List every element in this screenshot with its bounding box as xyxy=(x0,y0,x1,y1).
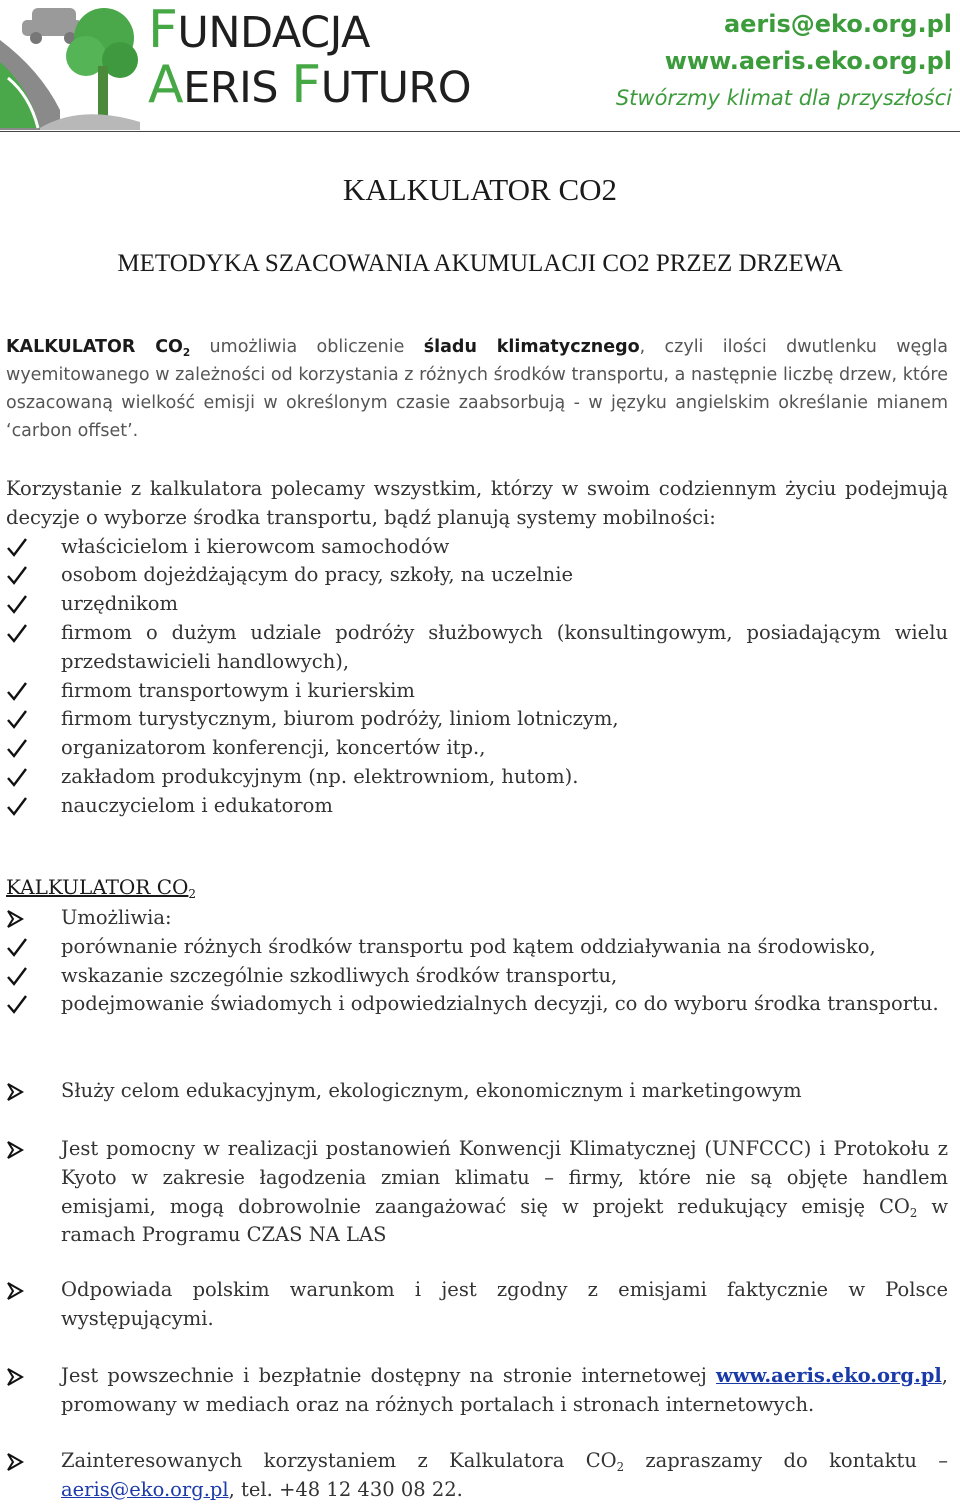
list-item: wskazanie szczególnie szkodliwych środków transportu, xyxy=(6,962,948,991)
header-website[interactable]: www.aeris.eko.org.pl xyxy=(664,47,952,75)
checkmark-icon xyxy=(6,622,28,644)
checkmark-icon xyxy=(6,766,28,788)
checkmark-icon xyxy=(6,564,28,586)
list-item: organizatorom konferencji, koncertów itp., xyxy=(6,734,948,763)
polish-conditions-item: Odpowiada polskim warunkom i jest zgodny z emisjami faktycznie w Polsce występującymi. xyxy=(6,1276,948,1334)
serves-item: Służy celom edukacyjnym, ekologicznym, ekonomicznym i marketingowym xyxy=(6,1077,948,1106)
audience-list xyxy=(6,533,948,821)
logo-line-1: FUNDACJA xyxy=(148,0,370,60)
list-item: właścicielom i kierowcom samochodów xyxy=(6,533,948,562)
list-item: osobom dojeżdżającym do pracy, szkoły, na uczelnie xyxy=(6,561,948,590)
header-divider xyxy=(0,131,960,132)
arrow-bullet-icon xyxy=(6,909,24,929)
arrow-bullet-icon xyxy=(6,1281,24,1301)
arrow-bullet-icon xyxy=(6,1452,24,1472)
checkmark-icon xyxy=(6,936,28,958)
page-title: KALKULATOR CO2 xyxy=(342,172,618,207)
foundation-name xyxy=(148,0,472,115)
list-item: nauczycielom i edukatorom xyxy=(6,792,948,821)
enables-block xyxy=(6,904,948,1019)
intro-paragraph: KALKULATOR $CO_2$ umożliwia obliczenie śladu klimatycznego, czyli ilości dwutlenku węgla wyemitowanego w zależności od korzystania z różnych środków transportu, a następnie liczbę drzew, które oszacowaną wielkość emisji w określonym czasie zaabsorbują - w języku angielskim określanie mianem ‘carbon offset’. xyxy=(6,337,948,441)
list-item: firmom turystycznym, biurom podróży, liniom lotniczym, xyxy=(6,705,948,734)
tree-car-logo-icon xyxy=(0,0,140,130)
usage-section xyxy=(6,475,948,821)
arrow-bullet-icon xyxy=(6,1140,24,1160)
checkmark-icon xyxy=(6,795,28,817)
list-item: firmom o dużym udziale podróży służbowych (konsultingowym, posiadającym wielu przedstawicieli handlowych), xyxy=(6,619,948,677)
checkmark-icon xyxy=(6,536,28,558)
list-item: zakładom produkcyjnym (np. elektrowniom, hutom). xyxy=(6,763,948,792)
intro-bold-term: śladu klimatycznego xyxy=(423,337,640,357)
header-contact xyxy=(616,6,952,116)
arrow-bullet-icon xyxy=(6,1082,24,1102)
list-item: porównanie różnych środków transportu pod kątem oddziaływania na środowisko, xyxy=(6,933,948,962)
header-email[interactable]: aeris@eko.org.pl xyxy=(723,10,952,38)
intro-lead: KALKULATOR $CO_2$ xyxy=(6,337,191,359)
logo-line-2: AERIS FUTURO xyxy=(148,55,472,115)
checkmark-icon xyxy=(6,680,28,702)
header-motto: Stwórzmy klimat dla przyszłości xyxy=(615,86,952,110)
email-link[interactable]: aeris@eko.org.pl xyxy=(61,1477,229,1501)
checkmark-icon xyxy=(6,993,28,1015)
checkmark-icon xyxy=(6,593,28,615)
list-item: urzędnikom xyxy=(6,590,948,619)
enables-list xyxy=(6,933,948,1019)
usage-paragraph: Korzystanie z kalkulatora polecamy wszystkim, którzy w swoim codziennym życiu podejmują decyzje o wyborze środka transportu, bądź planują systemy mobilności: xyxy=(6,477,948,529)
calculator-section-heading: KALKULATOR $CO_2$ xyxy=(6,875,197,901)
arrow-item: Umożliwia: xyxy=(6,904,948,933)
letterhead xyxy=(0,0,960,132)
kyoto-item: Jest pomocny w realizacji postanowień Konwencji Klimatycznej (UNFCCC) i Protokołu z Kyoto w zakresie łagodzenia zmian klimatu – firmy, które nie są objęte handlem emisjami, mogą dobrowolnie zaangażować się w projekt redukujący emisję $CO_2$ w ramach Programu CZAS NA LAS xyxy=(6,1135,948,1250)
arrow-bullet-icon xyxy=(6,1367,24,1387)
list-item: podejmowanie świadomych i odpowiedzialnych decyzji, co do wyboru środka transportu. xyxy=(6,990,948,1019)
page-subtitle: METODYKA SZACOWANIA AKUMULACJI CO2 PRZEZ DRZEWA xyxy=(117,250,843,277)
contact-item: Zainteresowanych korzystaniem z Kalkulatora $CO_2$ zapraszamy do kontaktu – aeris@eko.org.pl, tel. +48 12 430 08 22. xyxy=(6,1447,948,1505)
list-item: firmom transportowym i kurierskim xyxy=(6,677,948,706)
checkmark-icon xyxy=(6,708,28,730)
website-link[interactable]: www.aeris.eko.org.pl xyxy=(716,1364,942,1387)
availability-item: Jest powszechnie i bezpłatnie dostępny na stronie internetowej www.aeris.eko.org.pl, promowany w mediach oraz na różnych portalach i stronach internetowych. xyxy=(6,1362,948,1420)
checkmark-icon xyxy=(6,965,28,987)
checkmark-icon xyxy=(6,737,28,759)
